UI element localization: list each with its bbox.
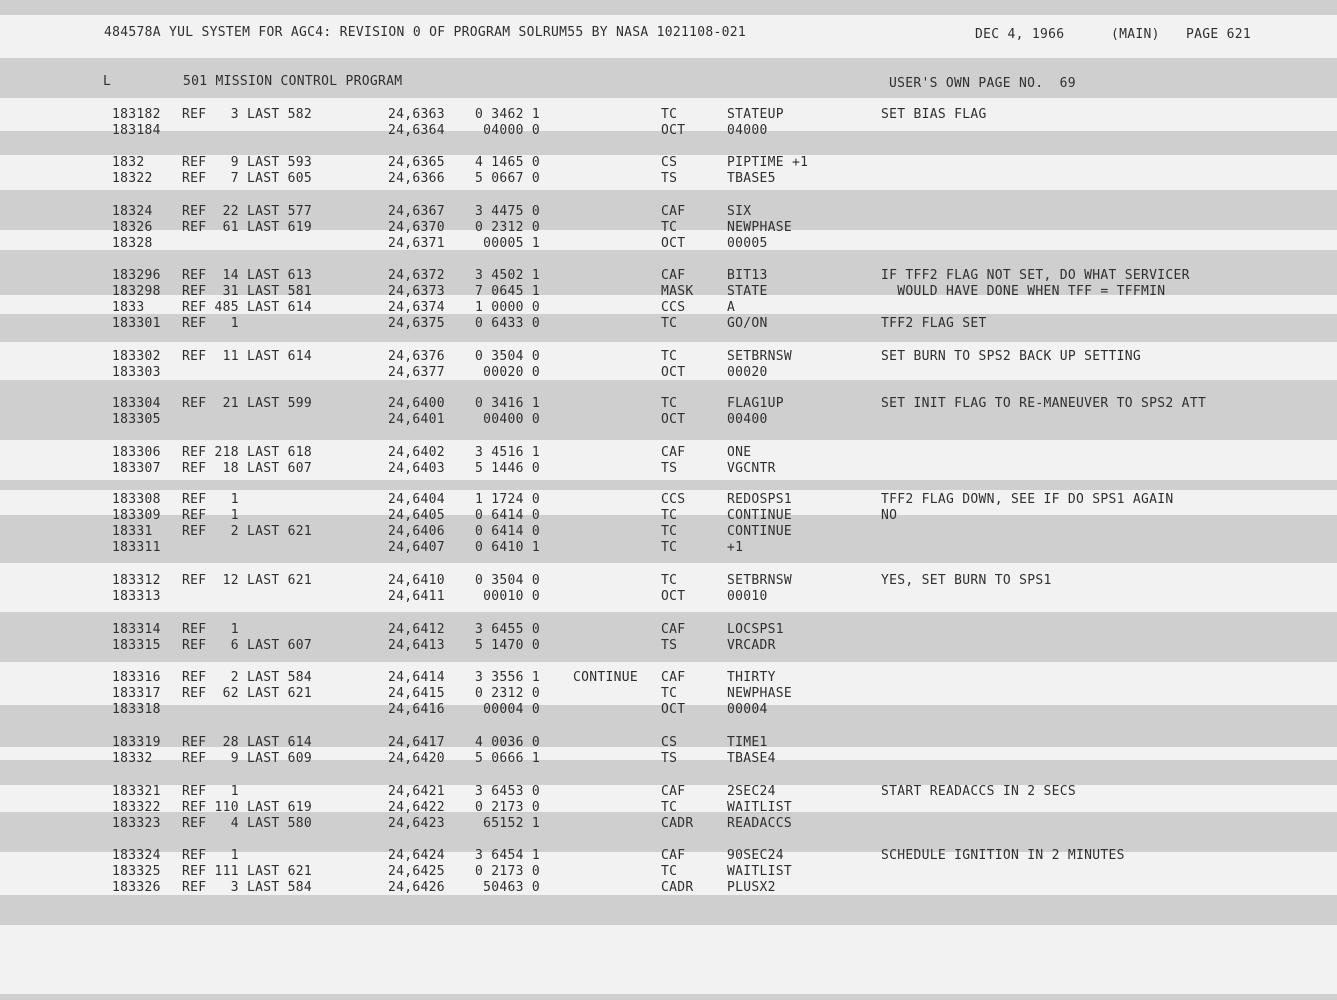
row-word: 1 0000 0 [475,300,541,315]
row-loc: 24,6372 [388,268,445,283]
row-ref: REF 11 LAST 614 [182,349,313,364]
row-word: 5 0666 1 [475,751,541,766]
row-ref: REF 61 LAST 619 [182,220,313,235]
listing-page-number: PAGE 621 [1186,27,1252,42]
row-ref: REF 1 [182,622,239,637]
row-loc: 24,6405 [388,508,445,523]
row-op: CADR [661,816,694,831]
listing-marker: L [103,74,112,89]
row-seq: 183323 [112,816,161,831]
row-loc: 24,6374 [388,300,445,315]
row-seq: 18324 [112,204,153,219]
row-operand: CONTINUE [727,508,793,523]
row-word: 0 2173 0 [475,864,541,879]
row-seq: 183324 [112,848,161,863]
row-ref: REF 14 LAST 613 [182,268,313,283]
row-seq: 18328 [112,236,153,251]
row-comment: SET BIAS FLAG [881,107,987,122]
row-ref: REF 1 [182,316,239,331]
row-operand: 00005 [727,236,768,251]
row-operand: PLUSX2 [727,880,776,895]
row-loc: 24,6365 [388,155,445,170]
row-operand: 90SEC24 [727,848,784,863]
row-loc: 24,6403 [388,461,445,476]
row-ref: REF 6 LAST 607 [182,638,313,653]
row-loc: 24,6410 [388,573,445,588]
row-op: CADR [661,880,694,895]
row-operand: ONE [727,445,752,460]
row-op: TC [661,800,678,815]
row-op: OCT [661,365,686,380]
row-seq: 183317 [112,686,161,701]
listing-date: DEC 4, 1966 [975,27,1065,42]
row-op: TC [661,349,678,364]
row-op: CAF [661,445,686,460]
row-comment: WOULD HAVE DONE WHEN TFF = TFFMIN [881,284,1166,299]
row-comment: SET BURN TO SPS2 BACK UP SETTING [881,349,1142,364]
row-operand: WAITLIST [727,800,793,815]
row-ref: REF 218 LAST 618 [182,445,313,460]
row-seq: 1833 [112,300,145,315]
row-loc: 24,6376 [388,349,445,364]
row-seq: 183308 [112,492,161,507]
row-loc: 24,6402 [388,445,445,460]
row-seq: 1832 [112,155,145,170]
row-seq: 18332 [112,751,153,766]
row-ref: REF 1 [182,508,239,523]
row-loc: 24,6426 [388,880,445,895]
row-word: 0 3462 1 [475,107,541,122]
row-op: CS [661,155,678,170]
row-operand: STATEUP [727,107,784,122]
row-loc: 24,6411 [388,589,445,604]
row-word: 3 4516 1 [475,445,541,460]
row-loc: 24,6412 [388,622,445,637]
row-word: 0 6414 0 [475,508,541,523]
row-word: 3 4475 0 [475,204,541,219]
row-ref: REF 2 LAST 584 [182,670,313,685]
row-loc: 24,6367 [388,204,445,219]
row-word: 3 6453 0 [475,784,541,799]
row-op: CAF [661,622,686,637]
row-word: 4 1465 0 [475,155,541,170]
row-ref: REF 1 [182,492,239,507]
row-comment: SCHEDULE IGNITION IN 2 MINUTES [881,848,1125,863]
row-seq: 183182 [112,107,161,122]
row-operand: SETBRNSW [727,573,793,588]
row-seq: 18322 [112,171,153,186]
program-name: 501 MISSION CONTROL PROGRAM [183,74,403,89]
row-word: 5 1446 0 [475,461,541,476]
row-operand: STATE [727,284,768,299]
listing-title: 484578A YUL SYSTEM FOR AGC4: REVISION 0 OF PROGRAM SOLRUM55 BY NASA 1021108-021 [104,25,747,40]
row-op: TC [661,864,678,879]
row-seq: 18326 [112,220,153,235]
row-op: TC [661,540,678,555]
row-operand: TBASE5 [727,171,776,186]
row-word: 0 6414 0 [475,524,541,539]
row-seq: 183322 [112,800,161,815]
row-loc: 24,6422 [388,800,445,815]
row-word: 3 6455 0 [475,622,541,637]
row-loc: 24,6364 [388,123,445,138]
row-word: 0 3416 1 [475,396,541,411]
row-word: 00010 0 [475,589,541,604]
row-operand: 00004 [727,702,768,717]
row-comment: IF TFF2 FLAG NOT SET, DO WHAT SERVICER [881,268,1190,283]
row-seq: 18331 [112,524,153,539]
row-op: TC [661,220,678,235]
row-operand: 2SEC24 [727,784,776,799]
row-operand: 00020 [727,365,768,380]
row-word: 50463 0 [475,880,541,895]
row-operand: GO/ON [727,316,768,331]
row-ref: REF 22 LAST 577 [182,204,313,219]
row-seq: 183319 [112,735,161,750]
row-operand: NEWPHASE [727,220,793,235]
row-operand: 00400 [727,412,768,427]
row-comment: SET INIT FLAG TO RE-MANEUVER TO SPS2 ATT [881,396,1207,411]
row-loc: 24,6366 [388,171,445,186]
row-ref: REF 1 [182,848,239,863]
row-word: 0 2312 0 [475,686,541,701]
row-op: CAF [661,204,686,219]
row-seq: 183318 [112,702,161,717]
row-op: OCT [661,412,686,427]
row-operand: VRCADR [727,638,776,653]
row-loc: 24,6417 [388,735,445,750]
row-op: OCT [661,123,686,138]
row-operand: REDOSPS1 [727,492,793,507]
row-word: 00020 0 [475,365,541,380]
row-loc: 24,6421 [388,784,445,799]
row-loc: 24,6413 [388,638,445,653]
row-loc: 24,6363 [388,107,445,122]
row-word: 4 0036 0 [475,735,541,750]
row-op: CAF [661,784,686,799]
row-seq: 183315 [112,638,161,653]
row-loc: 24,6377 [388,365,445,380]
row-ref: REF 1 [182,784,239,799]
row-word: 00005 1 [475,236,541,251]
row-operand: VGCNTR [727,461,776,476]
row-loc: 24,6400 [388,396,445,411]
row-loc: 24,6423 [388,816,445,831]
row-seq: 183298 [112,284,161,299]
row-ref: REF 28 LAST 614 [182,735,313,750]
row-seq: 183306 [112,445,161,460]
row-seq: 183302 [112,349,161,364]
row-operand: LOCSPS1 [727,622,784,637]
row-comment: START READACCS IN 2 SECS [881,784,1077,799]
row-seq: 183307 [112,461,161,476]
row-ref: REF 9 LAST 609 [182,751,313,766]
row-loc: 24,6406 [388,524,445,539]
row-seq: 183309 [112,508,161,523]
row-seq: 183312 [112,573,161,588]
row-word: 00400 0 [475,412,541,427]
row-word: 1 1724 0 [475,492,541,507]
row-word: 0 6410 1 [475,540,541,555]
row-loc: 24,6373 [388,284,445,299]
row-ref: REF 18 LAST 607 [182,461,313,476]
row-word: 7 0645 1 [475,284,541,299]
row-op: TC [661,396,678,411]
row-op: TC [661,107,678,122]
row-label: CONTINUE [573,670,639,685]
row-word: 65152 1 [475,816,541,831]
row-operand: SETBRNSW [727,349,793,364]
row-word: 3 4502 1 [475,268,541,283]
row-ref: REF 111 LAST 621 [182,864,313,879]
row-ref: REF 21 LAST 599 [182,396,313,411]
row-op: TC [661,686,678,701]
row-loc: 24,6425 [388,864,445,879]
row-operand: TIME1 [727,735,768,750]
row-word: 0 2312 0 [475,220,541,235]
row-op: TC [661,508,678,523]
row-seq: 183314 [112,622,161,637]
row-ref: REF 2 LAST 621 [182,524,313,539]
row-operand: SIX [727,204,752,219]
row-operand: NEWPHASE [727,686,793,701]
row-op: TS [661,751,678,766]
row-operand: +1 [727,540,744,555]
row-operand: CONTINUE [727,524,793,539]
row-word: 0 2173 0 [475,800,541,815]
users-own-page: USER'S OWN PAGE NO. 69 [889,76,1076,91]
row-op: OCT [661,702,686,717]
row-loc: 24,6415 [388,686,445,701]
row-seq: 183313 [112,589,161,604]
row-op: TS [661,461,678,476]
row-loc: 24,6414 [388,670,445,685]
row-operand: FLAG1UP [727,396,784,411]
row-word: 00004 0 [475,702,541,717]
row-ref: REF 7 LAST 605 [182,171,313,186]
row-loc: 24,6375 [388,316,445,331]
row-seq: 183296 [112,268,161,283]
row-word: 5 1470 0 [475,638,541,653]
row-ref: REF 12 LAST 621 [182,573,313,588]
row-op: MASK [661,284,694,299]
row-loc: 24,6416 [388,702,445,717]
row-operand: 00010 [727,589,768,604]
row-ref: REF 110 LAST 619 [182,800,313,815]
row-op: OCT [661,236,686,251]
row-seq: 183311 [112,540,161,555]
row-operand: TBASE4 [727,751,776,766]
row-operand: THIRTY [727,670,776,685]
row-operand: WAITLIST [727,864,793,879]
row-word: 04000 0 [475,123,541,138]
row-comment: TFF2 FLAG SET [881,316,987,331]
row-comment: NO [881,508,898,523]
row-seq: 183304 [112,396,161,411]
row-ref: REF 3 LAST 582 [182,107,313,122]
row-op: CCS [661,492,686,507]
row-word: 0 3504 0 [475,573,541,588]
row-loc: 24,6424 [388,848,445,863]
row-ref: REF 62 LAST 621 [182,686,313,701]
row-op: TC [661,573,678,588]
row-loc: 24,6420 [388,751,445,766]
row-ref: REF 9 LAST 593 [182,155,313,170]
row-loc: 24,6401 [388,412,445,427]
row-ref: REF 4 LAST 580 [182,816,313,831]
row-word: 5 0667 0 [475,171,541,186]
row-operand: BIT13 [727,268,768,283]
row-seq: 183305 [112,412,161,427]
row-word: 3 6454 1 [475,848,541,863]
row-op: CCS [661,300,686,315]
row-seq: 183184 [112,123,161,138]
row-loc: 24,6371 [388,236,445,251]
row-op: CAF [661,268,686,283]
row-loc: 24,6404 [388,492,445,507]
row-op: CAF [661,848,686,863]
row-op: TS [661,171,678,186]
row-ref: REF 485 LAST 614 [182,300,313,315]
row-word: 3 3556 1 [475,670,541,685]
row-ref: REF 31 LAST 581 [182,284,313,299]
row-seq: 183326 [112,880,161,895]
row-loc: 24,6407 [388,540,445,555]
row-comment: YES, SET BURN TO SPS1 [881,573,1052,588]
row-seq: 183316 [112,670,161,685]
row-word: 0 3504 0 [475,349,541,364]
row-seq: 183301 [112,316,161,331]
row-op: CAF [661,670,686,685]
row-op: TC [661,316,678,331]
row-op: TS [661,638,678,653]
row-seq: 183321 [112,784,161,799]
listing-section: (MAIN) [1111,27,1160,42]
row-op: OCT [661,589,686,604]
row-operand: 04000 [727,123,768,138]
row-loc: 24,6370 [388,220,445,235]
row-operand: PIPTIME +1 [727,155,809,170]
row-seq: 183325 [112,864,161,879]
row-op: CS [661,735,678,750]
row-operand: READACCS [727,816,793,831]
row-ref: REF 3 LAST 584 [182,880,313,895]
row-word: 0 6433 0 [475,316,541,331]
row-operand: A [727,300,736,315]
row-seq: 183303 [112,365,161,380]
row-comment: TFF2 FLAG DOWN, SEE IF DO SPS1 AGAIN [881,492,1174,507]
row-op: TC [661,524,678,539]
